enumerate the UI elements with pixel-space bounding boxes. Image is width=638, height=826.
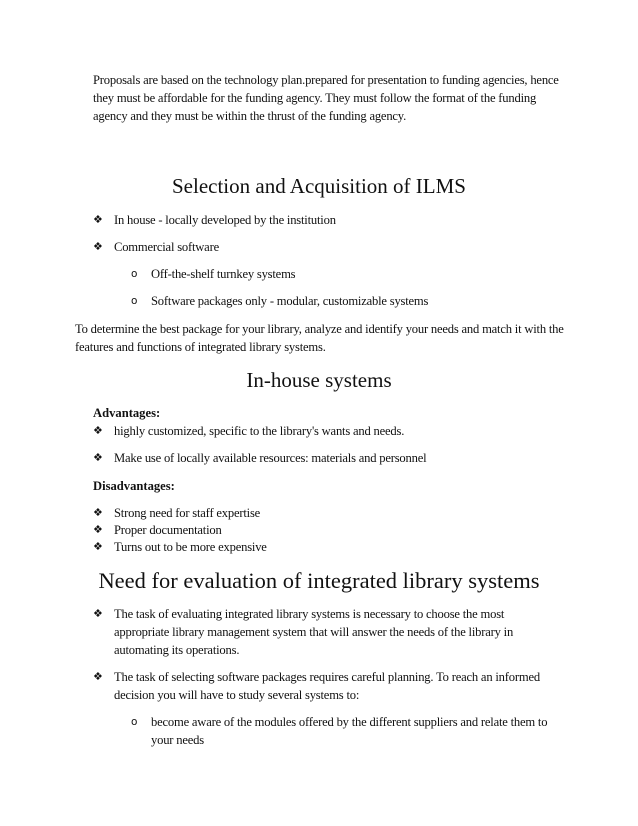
bullet-text: Turns out to be more expensive [114,540,267,554]
sub-bullet-turnkey [131,265,571,283]
heading-in-house-systems: In-house systems [246,368,392,392]
bullet-text: In house - locally developed by the institution [114,213,336,227]
disadvantage-item [93,538,573,556]
diamond-bullet-icon: ❖ [93,540,103,553]
heading-selection-acquisition: Selection and Acquisition of ILMS [172,174,466,198]
evaluation-bullet [93,668,541,704]
advantages-label: Advantages: [93,406,161,420]
bullet-text: Make use of locally available resources: materials and personnel [114,451,427,465]
sub-bullet-text: become aware of the modules offered by the different suppliers and relate them to your needs [151,715,548,747]
advantage-item [93,449,573,467]
diamond-bullet-icon: ❖ [93,523,103,536]
bullet-text: Proper documentation [114,523,222,537]
evaluation-bullet [93,605,541,659]
heading-need-for-evaluation: Need for evaluation of integrated library systems [98,568,540,593]
diamond-bullet-icon: ❖ [93,607,103,620]
diamond-bullet-icon: ❖ [93,451,103,464]
bullet-text: Strong need for staff expertise [114,506,261,520]
sub-bullet-text: Off-the-shelf turnkey systems [151,267,296,281]
diamond-bullet-icon: ❖ [93,506,103,519]
intro-paragraph: Proposals are based on the technology plan.prepared for presentation to funding agencies, hence they must be affordable for the funding agency. They must follow the format of the funding agency and they must be within the thrust of the funding agency. [93,73,559,123]
disadvantage-item [93,504,573,522]
sub-bullet-software-packages [131,292,571,310]
selection-paragraph: To determine the best package for your library, analyze and identify your needs and match it with the features and functions of integrated library systems. [75,322,564,354]
bullet-in-house [93,211,573,229]
diamond-bullet-icon: ❖ [93,424,103,437]
bullet-text: highly customized, specific to the library's wants and needs. [114,424,405,438]
sub-bullet-modules [131,713,551,749]
bullet-text: The task of selecting software packages requires careful planning. To reach an informed decision you will have to study several systems to: [114,670,540,702]
circle-bullet-icon: o [131,268,138,280]
sub-bullet-text: Software packages only - modular, customizable systems [151,294,429,308]
circle-bullet-icon: o [131,716,138,728]
bullet-text: The task of evaluating integrated library systems is necessary to choose the most appropriate library management system that will answer the needs of the library in automating its operations. [114,607,514,657]
advantage-item [93,422,573,440]
diamond-bullet-icon: ❖ [93,670,103,683]
bullet-commercial [93,238,573,256]
bullet-text: Commercial software [114,240,219,254]
disadvantages-label: Disadvantages: [93,479,175,493]
diamond-bullet-icon: ❖ [93,240,103,253]
circle-bullet-icon: o [131,295,138,307]
diamond-bullet-icon: ❖ [93,213,103,226]
disadvantage-item [93,521,573,539]
